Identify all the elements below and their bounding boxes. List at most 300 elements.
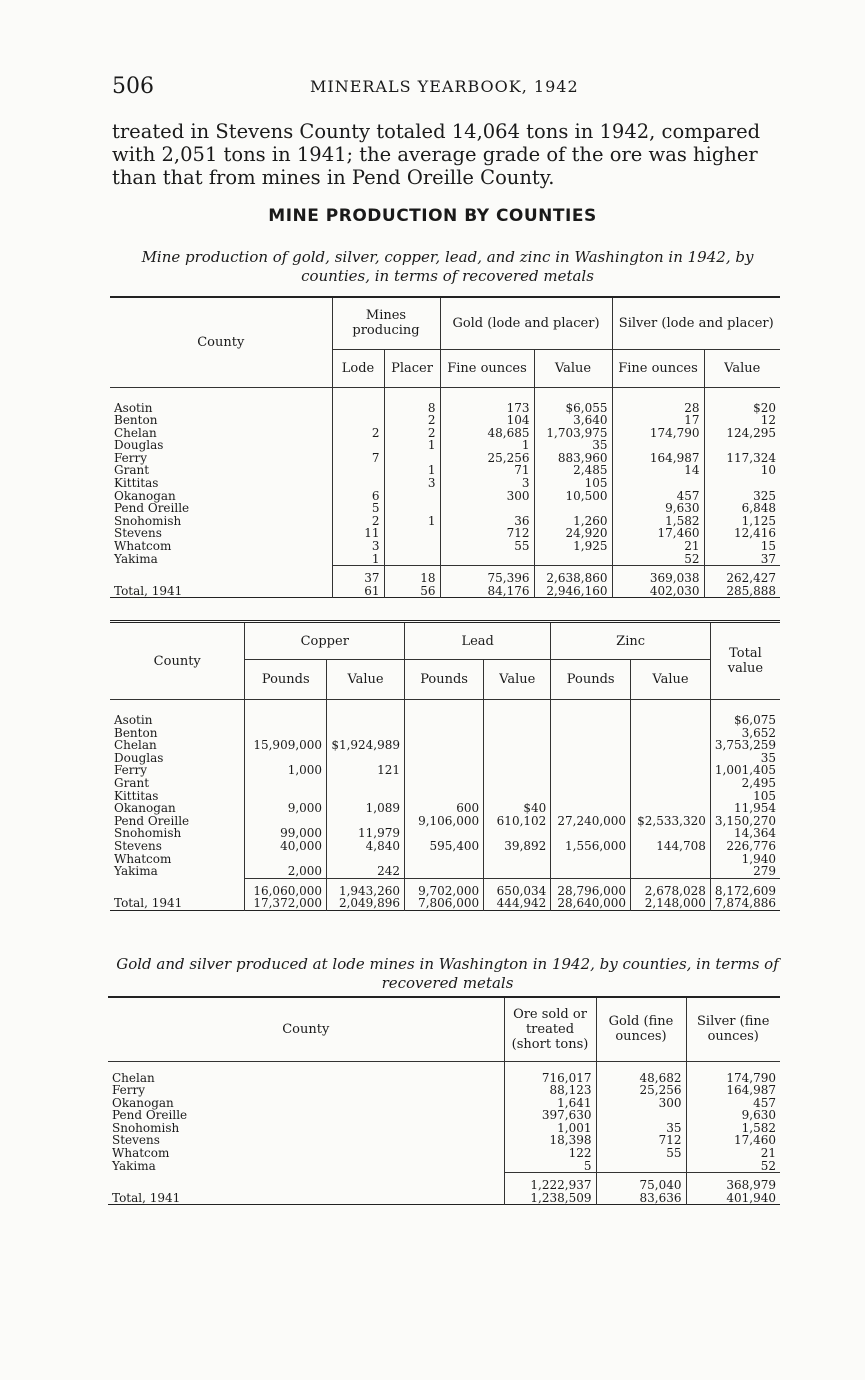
county-cell: Benton xyxy=(114,413,158,428)
value-cell: 144,708 xyxy=(631,840,711,853)
value-cell: 8 xyxy=(384,387,440,414)
county-cell: Total, 1941 xyxy=(112,1190,181,1205)
value-cell: 75,396 xyxy=(440,566,534,585)
value-cell: 279 xyxy=(710,865,780,878)
table3-caption: Gold and silver produced at lode mines in Washington in 1942, by counties, in terms of recovered metals xyxy=(116,955,779,992)
table-row xyxy=(110,464,780,477)
value-cell: 262,427 xyxy=(704,566,780,585)
value-cell xyxy=(551,727,631,740)
value-cell xyxy=(384,553,440,566)
value-cell: 11,979 xyxy=(327,827,405,840)
county-cell: Kittitas xyxy=(114,788,159,803)
value-cell: 397,630 xyxy=(504,1109,596,1122)
county-cell: Whatcom xyxy=(114,851,172,866)
county-cell: Ferry xyxy=(114,763,148,778)
value-cell xyxy=(405,739,484,752)
value-cell: 124,295 xyxy=(704,427,780,440)
county-cell xyxy=(110,878,245,897)
value-cell: 105 xyxy=(534,477,612,490)
value-cell: 61 xyxy=(332,585,384,598)
col-gold: Gold (lode and placer) xyxy=(440,297,612,349)
value-cell: 55 xyxy=(440,540,534,553)
county-cell xyxy=(108,1173,504,1192)
value-cell: 1,582 xyxy=(686,1122,780,1135)
value-cell: 1,641 xyxy=(504,1097,596,1110)
value-cell xyxy=(332,464,384,477)
value-cell xyxy=(405,752,484,765)
value-cell xyxy=(405,853,484,866)
value-cell xyxy=(631,790,711,803)
value-cell: 457 xyxy=(612,490,704,503)
value-cell: 27,240,000 xyxy=(551,815,631,828)
value-cell: 1,260 xyxy=(534,515,612,528)
value-cell xyxy=(551,777,631,790)
value-cell xyxy=(631,853,711,866)
value-cell: 2,049,896 xyxy=(327,897,405,910)
value-cell: 2,638,860 xyxy=(534,566,612,585)
value-cell: $20 xyxy=(704,387,780,414)
value-cell xyxy=(631,865,711,878)
value-cell: 21 xyxy=(686,1147,780,1160)
value-cell: 12,416 xyxy=(704,527,780,540)
col-mines-producing: Mines producing xyxy=(332,297,440,349)
value-cell: 122 xyxy=(504,1147,596,1160)
value-cell xyxy=(440,553,534,566)
table-copper-lead-zinc xyxy=(110,620,780,911)
col-placer: Placer xyxy=(384,349,440,387)
county-cell: Kittitas xyxy=(114,476,159,491)
value-cell xyxy=(612,439,704,452)
value-cell: 1,089 xyxy=(327,802,405,815)
value-cell: 9,630 xyxy=(686,1109,780,1122)
value-cell: $6,055 xyxy=(534,387,612,414)
table-row xyxy=(110,477,780,490)
value-cell: 18 xyxy=(384,566,440,585)
county-cell: Okanogan xyxy=(114,801,176,816)
value-cell: 325 xyxy=(704,490,780,503)
value-cell: 55 xyxy=(596,1147,686,1160)
value-cell: 3,150,270 xyxy=(710,815,780,828)
value-cell: 1,125 xyxy=(704,515,780,528)
value-cell xyxy=(551,752,631,765)
col-zinc: Zinc xyxy=(551,622,711,660)
county-cell: Asotin xyxy=(114,400,153,415)
value-cell: 5 xyxy=(332,502,384,515)
table-row xyxy=(110,427,780,440)
value-cell xyxy=(405,865,484,878)
value-cell: 2,485 xyxy=(534,464,612,477)
value-cell: 75,040 xyxy=(596,1173,686,1192)
value-cell: 10,500 xyxy=(534,490,612,503)
value-cell: 24,920 xyxy=(534,527,612,540)
value-cell: 15 xyxy=(704,540,780,553)
col-silver-ounces: Fine ounces xyxy=(612,349,704,387)
value-cell xyxy=(332,477,384,490)
value-cell xyxy=(551,790,631,803)
value-cell: 10 xyxy=(704,464,780,477)
county-cell: Grant xyxy=(114,463,150,478)
value-cell xyxy=(704,477,780,490)
value-cell: 300 xyxy=(596,1097,686,1110)
value-cell: $2,533,320 xyxy=(631,815,711,828)
value-cell: 56 xyxy=(384,585,440,598)
value-cell xyxy=(484,752,551,765)
value-cell: 1 xyxy=(384,439,440,452)
value-cell: 173 xyxy=(440,387,534,414)
value-cell: 11 xyxy=(332,527,384,540)
value-cell: 369,038 xyxy=(612,566,704,585)
value-cell xyxy=(612,477,704,490)
value-cell xyxy=(484,853,551,866)
value-cell xyxy=(631,739,711,752)
value-cell: 1,925 xyxy=(534,540,612,553)
value-cell xyxy=(405,727,484,740)
value-cell xyxy=(631,727,711,740)
value-cell: 14,364 xyxy=(710,827,780,840)
col-county: County xyxy=(110,297,332,387)
value-cell xyxy=(534,553,612,566)
page-number: 506 xyxy=(112,74,154,99)
value-cell: 2 xyxy=(384,414,440,427)
value-cell: 1 xyxy=(440,439,534,452)
value-cell: 402,030 xyxy=(612,585,704,598)
intro-paragraph: treated in Stevens County totaled 14,064 tons in 1942, compared with 2,051 tons in 1941; the average grade of the ore was higher than that from mines in Pend Oreille County. xyxy=(112,120,761,189)
county-cell: Total, 1941 xyxy=(114,583,183,598)
value-cell xyxy=(631,700,711,727)
value-cell xyxy=(551,700,631,727)
value-cell: 3 xyxy=(332,540,384,553)
table-row xyxy=(108,1061,780,1084)
total-row-1942 xyxy=(110,878,780,897)
col-gold-value: Value xyxy=(534,349,612,387)
county-cell: Stevens xyxy=(112,1133,160,1148)
value-cell: 4,840 xyxy=(327,840,405,853)
value-cell: 1 xyxy=(332,553,384,566)
value-cell: 2,495 xyxy=(710,777,780,790)
value-cell: 1,556,000 xyxy=(551,840,631,853)
value-cell: 595,400 xyxy=(405,840,484,853)
value-cell: 88,123 xyxy=(504,1084,596,1097)
table-row xyxy=(110,527,780,540)
county-cell: Yakima xyxy=(114,551,158,566)
value-cell: 35 xyxy=(710,752,780,765)
value-cell: 37 xyxy=(332,566,384,585)
county-cell: Chelan xyxy=(114,425,157,440)
value-cell xyxy=(551,865,631,878)
table-row xyxy=(110,439,780,452)
value-cell: 83,636 xyxy=(596,1192,686,1205)
col-county: County xyxy=(110,622,245,700)
value-cell: 712 xyxy=(440,527,534,540)
value-cell: 174,790 xyxy=(612,427,704,440)
table-row xyxy=(110,764,780,777)
value-cell: 17,460 xyxy=(686,1134,780,1147)
county-cell: Whatcom xyxy=(114,539,172,554)
value-cell xyxy=(551,802,631,815)
value-cell: 35 xyxy=(596,1122,686,1135)
value-cell xyxy=(551,764,631,777)
value-cell xyxy=(327,777,405,790)
value-cell xyxy=(551,853,631,866)
value-cell xyxy=(332,387,384,414)
total-row-1941 xyxy=(110,585,780,598)
county-cell: Whatcom xyxy=(112,1146,170,1161)
running-title: MINERALS YEARBOOK, 1942 xyxy=(310,77,579,96)
value-cell xyxy=(440,502,534,515)
value-cell: 1,222,937 xyxy=(504,1173,596,1192)
table-row xyxy=(110,414,780,427)
value-cell: 40,000 xyxy=(245,840,327,853)
value-cell xyxy=(704,439,780,452)
value-cell: 25,256 xyxy=(440,452,534,465)
county-cell: Douglas xyxy=(114,438,164,453)
table1-caption: Mine production of gold, silver, copper, lead, and zinc in Washington in 1942, by counties, in terms of recovered metals xyxy=(141,248,754,285)
table-row xyxy=(108,1147,780,1160)
table-gold-silver xyxy=(110,296,780,598)
table-row xyxy=(110,777,780,790)
value-cell: 17,460 xyxy=(612,527,704,540)
value-cell: 300 xyxy=(440,490,534,503)
value-cell: 48,685 xyxy=(440,427,534,440)
col-zinc-value: Value xyxy=(631,660,711,700)
col-lead-pounds: Pounds xyxy=(405,660,484,700)
county-cell: Yakima xyxy=(114,864,158,879)
value-cell: 18,398 xyxy=(504,1134,596,1147)
value-cell: $6,075 xyxy=(710,700,780,727)
value-cell: 28,640,000 xyxy=(551,897,631,910)
value-cell xyxy=(327,700,405,727)
value-cell: 2,946,160 xyxy=(534,585,612,598)
county-cell: Snohomish xyxy=(114,826,182,841)
value-cell: 1,001,405 xyxy=(710,764,780,777)
value-cell xyxy=(405,777,484,790)
col-county: County xyxy=(108,997,504,1061)
value-cell xyxy=(484,865,551,878)
col-lead-value: Value xyxy=(484,660,551,700)
county-cell: Ferry xyxy=(112,1083,146,1098)
value-cell: 16,060,000 xyxy=(245,878,327,897)
value-cell: 368,979 xyxy=(686,1173,780,1192)
value-cell: 600 xyxy=(405,802,484,815)
value-cell: 285,888 xyxy=(704,585,780,598)
county-cell: Chelan xyxy=(114,738,157,753)
value-cell: 117,324 xyxy=(704,452,780,465)
value-cell: 1,703,975 xyxy=(534,427,612,440)
value-cell: 444,942 xyxy=(484,897,551,910)
value-cell xyxy=(631,764,711,777)
county-cell: Pend Oreille xyxy=(114,501,190,516)
value-cell: 11,954 xyxy=(710,802,780,815)
value-cell: 6 xyxy=(332,490,384,503)
total-row-1941 xyxy=(110,897,780,910)
table-row xyxy=(110,739,780,752)
value-cell xyxy=(484,739,551,752)
value-cell xyxy=(631,752,711,765)
table-row xyxy=(110,853,780,866)
table-row xyxy=(110,727,780,740)
value-cell xyxy=(384,540,440,553)
value-cell: 37 xyxy=(704,553,780,566)
value-cell: 1,000 xyxy=(245,764,327,777)
county-cell: Chelan xyxy=(112,1070,155,1085)
value-cell: 712 xyxy=(596,1134,686,1147)
table-row xyxy=(110,865,780,878)
value-cell xyxy=(405,764,484,777)
table-row xyxy=(110,553,780,566)
table-row xyxy=(110,540,780,553)
value-cell: 9,630 xyxy=(612,502,704,515)
value-cell xyxy=(596,1160,686,1173)
county-cell: Snohomish xyxy=(114,513,182,528)
value-cell: 17 xyxy=(612,414,704,427)
county-cell: Stevens xyxy=(114,838,162,853)
county-cell: Ferry xyxy=(114,450,148,465)
col-gold-ounces: Fine ounces xyxy=(440,349,534,387)
col-silver: Silver (lode and placer) xyxy=(612,297,780,349)
value-cell xyxy=(534,502,612,515)
col-copper: Copper xyxy=(245,622,405,660)
value-cell: 3,640 xyxy=(534,414,612,427)
value-cell: 2,000 xyxy=(245,865,327,878)
section-title: MINE PRODUCTION BY COUNTIES xyxy=(268,206,597,226)
value-cell: $1,924,989 xyxy=(327,739,405,752)
value-cell: 401,940 xyxy=(686,1192,780,1205)
value-cell: 610,102 xyxy=(484,815,551,828)
value-cell: 3,652 xyxy=(710,727,780,740)
col-silver-value: Value xyxy=(704,349,780,387)
value-cell: 7,874,886 xyxy=(710,897,780,910)
county-cell: Benton xyxy=(114,725,158,740)
table-row xyxy=(108,1160,780,1173)
col-gold-ounces: Gold (fine ounces) xyxy=(596,997,686,1061)
value-cell xyxy=(384,527,440,540)
value-cell: 650,034 xyxy=(484,878,551,897)
value-cell xyxy=(384,502,440,515)
value-cell: 3,753,259 xyxy=(710,739,780,752)
value-cell: 12 xyxy=(704,414,780,427)
value-cell: 2 xyxy=(332,515,384,528)
value-cell xyxy=(631,802,711,815)
value-cell: 9,702,000 xyxy=(405,878,484,897)
table-row xyxy=(110,700,780,727)
col-ore: Ore sold or treated (short tons) xyxy=(504,997,596,1061)
value-cell: 14 xyxy=(612,464,704,477)
county-cell: Pend Oreille xyxy=(114,813,190,828)
value-cell xyxy=(405,700,484,727)
value-cell xyxy=(631,777,711,790)
table-row xyxy=(110,752,780,765)
total-row-1941 xyxy=(108,1192,780,1205)
value-cell: 84,176 xyxy=(440,585,534,598)
value-cell: 2 xyxy=(384,427,440,440)
value-cell: 6,848 xyxy=(704,502,780,515)
col-copper-value: Value xyxy=(327,660,405,700)
col-zinc-pounds: Pounds xyxy=(551,660,631,700)
value-cell: $40 xyxy=(484,802,551,815)
value-cell: 2 xyxy=(332,427,384,440)
value-cell: 105 xyxy=(710,790,780,803)
value-cell: 9,106,000 xyxy=(405,815,484,828)
value-cell: 17,372,000 xyxy=(245,897,327,910)
value-cell xyxy=(245,777,327,790)
table-row xyxy=(110,802,780,815)
county-cell: Snohomish xyxy=(112,1120,180,1135)
value-cell: 21 xyxy=(612,540,704,553)
value-cell: 1 xyxy=(384,515,440,528)
table-row xyxy=(108,1097,780,1110)
county-cell: Okanogan xyxy=(112,1095,174,1110)
value-cell: 28,796,000 xyxy=(551,878,631,897)
value-cell: 36 xyxy=(440,515,534,528)
value-cell: 35 xyxy=(534,439,612,452)
value-cell xyxy=(551,739,631,752)
county-cell: Yakima xyxy=(112,1158,156,1173)
col-total-value: Total value xyxy=(710,622,780,700)
value-cell: 164,987 xyxy=(612,452,704,465)
value-cell xyxy=(596,1109,686,1122)
county-cell: Okanogan xyxy=(114,488,176,503)
county-cell: Douglas xyxy=(114,750,164,765)
value-cell: 8,172,609 xyxy=(710,878,780,897)
county-cell xyxy=(110,566,332,585)
col-copper-pounds: Pounds xyxy=(245,660,327,700)
total-row-1942 xyxy=(110,566,780,585)
value-cell: 104 xyxy=(440,414,534,427)
value-cell: 1 xyxy=(384,464,440,477)
value-cell: 39,892 xyxy=(484,840,551,853)
col-silver-ounces: Silver (fine ounces) xyxy=(686,997,780,1061)
table-row xyxy=(110,502,780,515)
value-cell: 48,682 xyxy=(596,1061,686,1084)
table-row xyxy=(110,815,780,828)
table-row xyxy=(110,387,780,414)
value-cell: 164,987 xyxy=(686,1084,780,1097)
value-cell: 883,960 xyxy=(534,452,612,465)
value-cell xyxy=(332,414,384,427)
value-cell: 2,678,028 xyxy=(631,878,711,897)
county-cell: Grant xyxy=(114,775,150,790)
value-cell: 1,940 xyxy=(710,853,780,866)
value-cell: 71 xyxy=(440,464,534,477)
value-cell: 25,256 xyxy=(596,1084,686,1097)
table-lode-mines xyxy=(108,996,780,1205)
value-cell: 9,000 xyxy=(245,802,327,815)
county-cell: Stevens xyxy=(114,526,162,541)
value-cell: 15,909,000 xyxy=(245,739,327,752)
col-lode: Lode xyxy=(332,349,384,387)
table-row xyxy=(110,790,780,803)
value-cell xyxy=(484,727,551,740)
value-cell: 226,776 xyxy=(710,840,780,853)
table-row xyxy=(110,452,780,465)
value-cell xyxy=(332,439,384,452)
value-cell: 174,790 xyxy=(686,1061,780,1084)
value-cell: 457 xyxy=(686,1097,780,1110)
value-cell xyxy=(484,764,551,777)
table-row xyxy=(108,1109,780,1122)
value-cell: 52 xyxy=(612,553,704,566)
value-cell: 1,238,509 xyxy=(504,1192,596,1205)
value-cell: 5 xyxy=(504,1160,596,1173)
value-cell: 52 xyxy=(686,1160,780,1173)
value-cell xyxy=(484,700,551,727)
county-cell: Pend Oreille xyxy=(112,1108,188,1123)
value-cell: 1,582 xyxy=(612,515,704,528)
table-row xyxy=(108,1084,780,1097)
total-row-1942 xyxy=(108,1173,780,1192)
value-cell: 7 xyxy=(332,452,384,465)
value-cell: 121 xyxy=(327,764,405,777)
